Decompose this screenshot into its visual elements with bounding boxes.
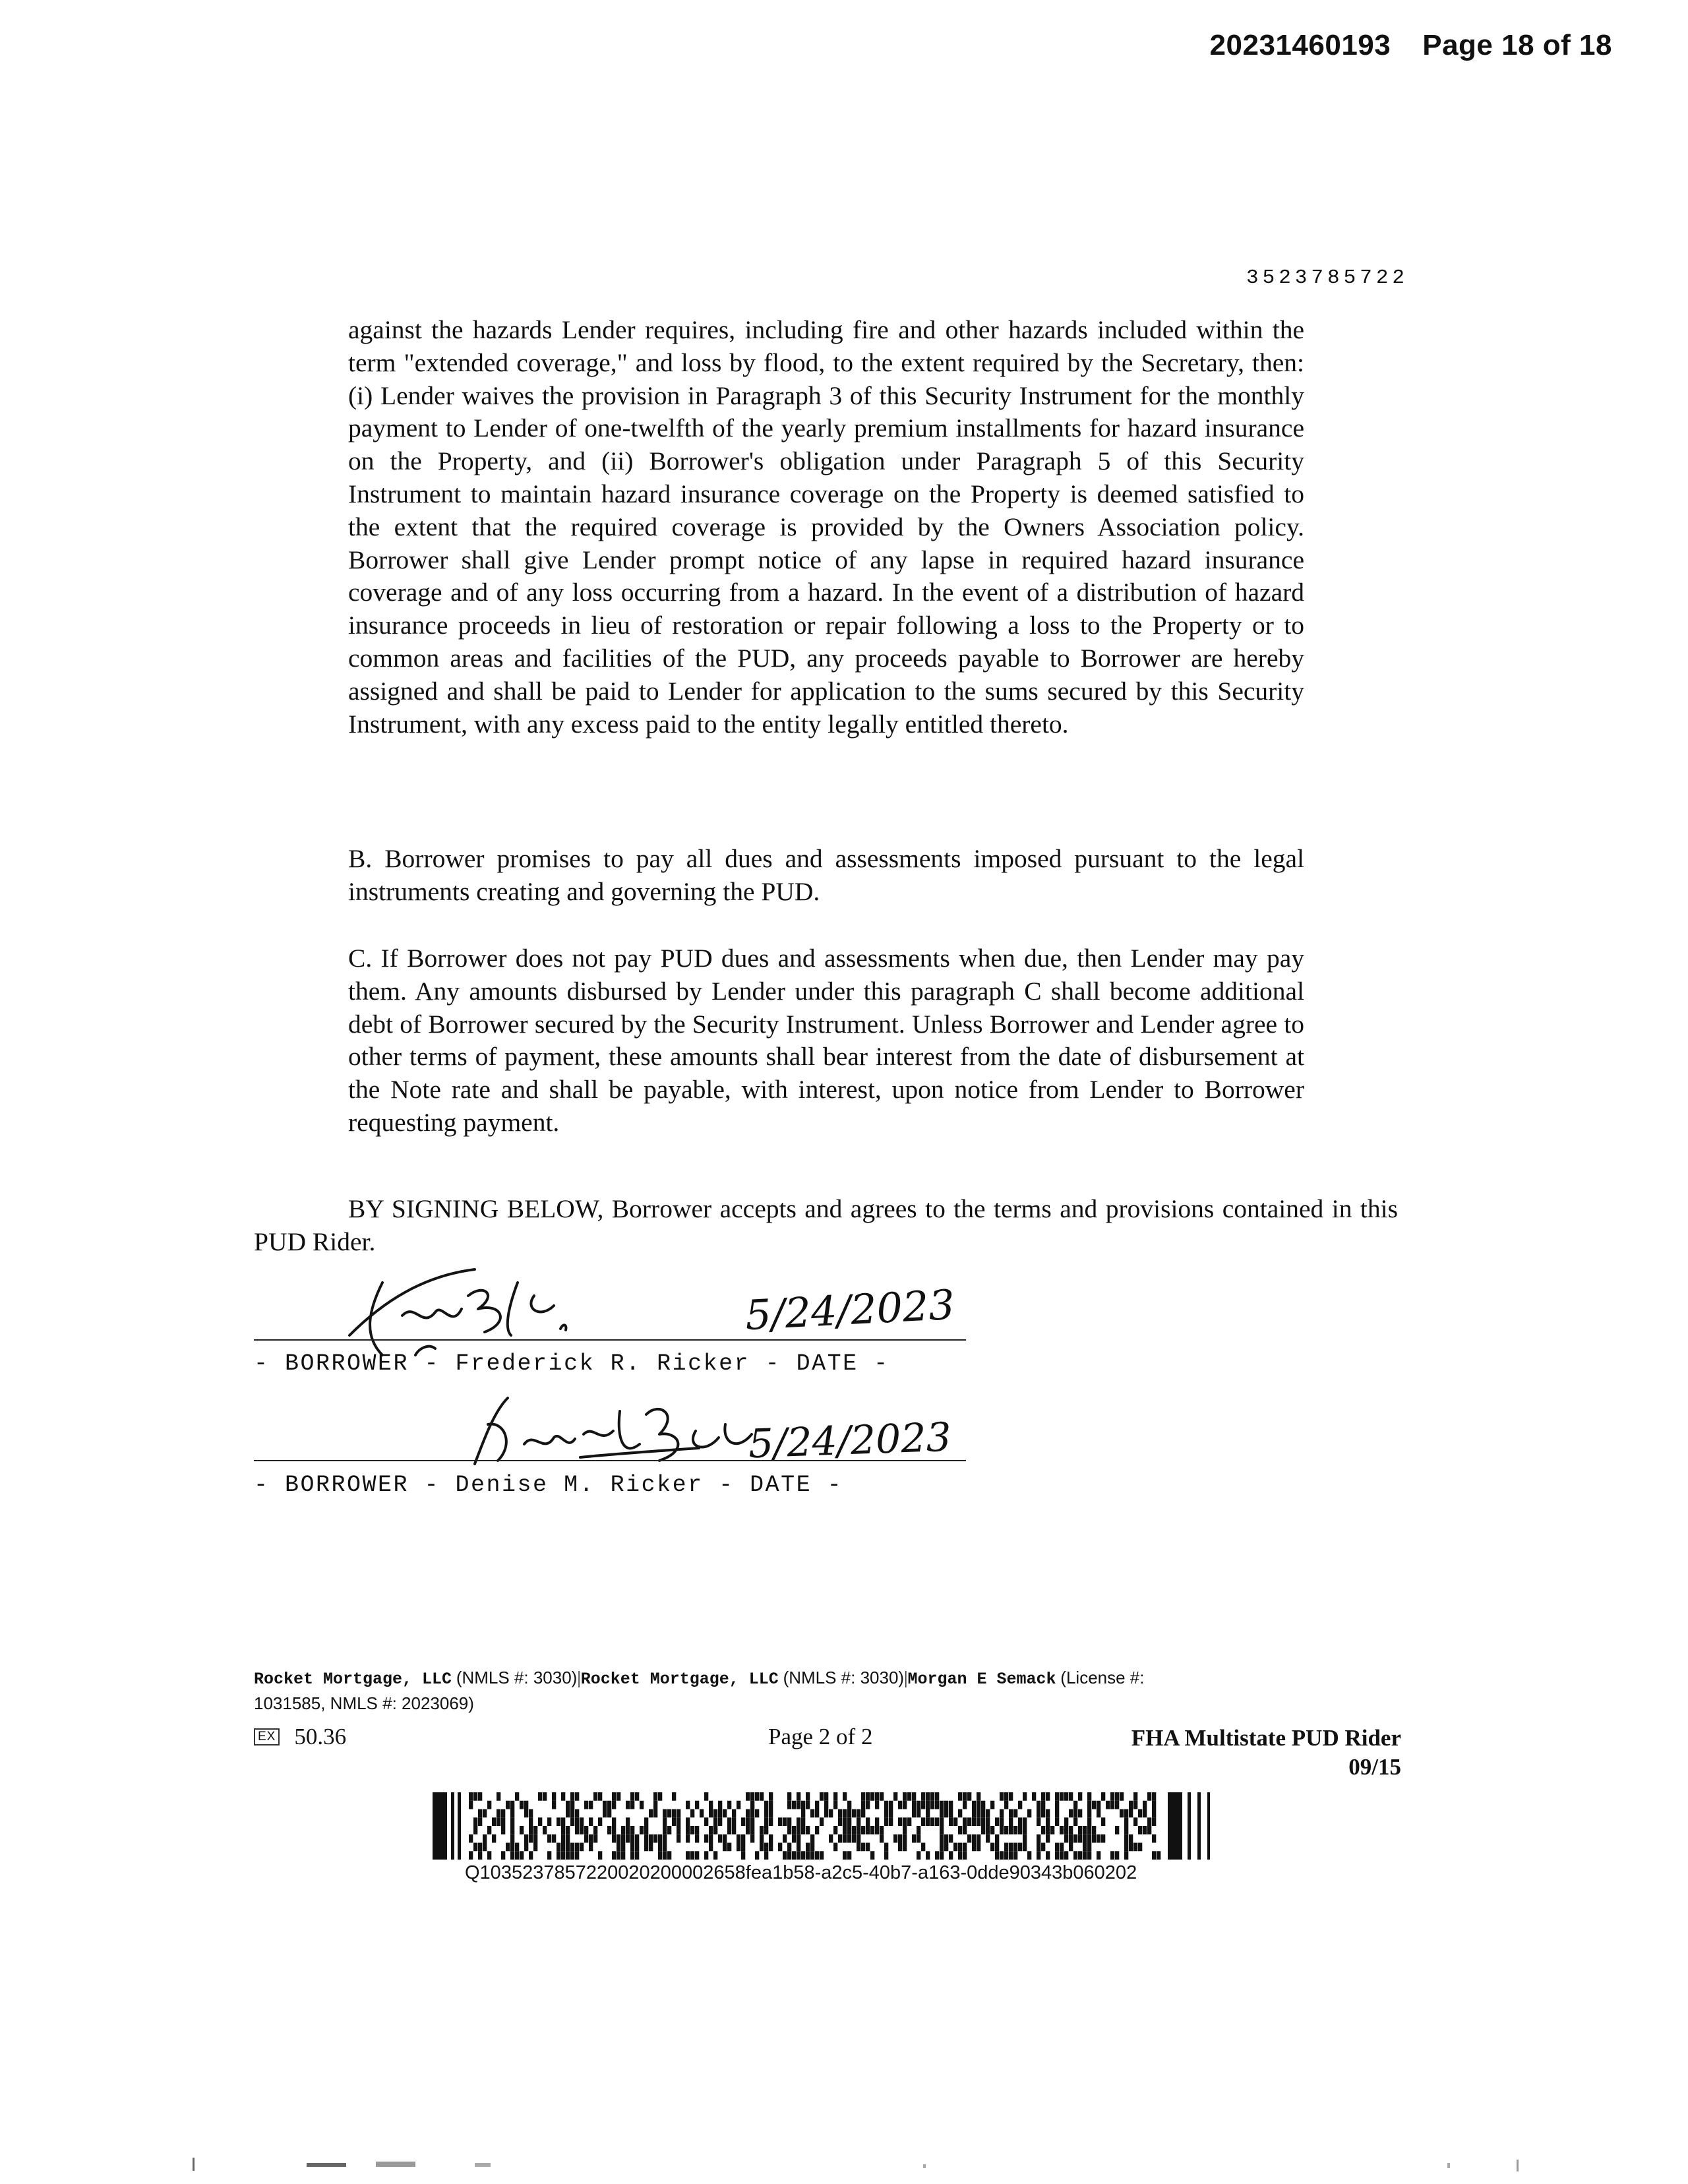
recording-header (1210, 29, 1612, 62)
form-title-block (1131, 1724, 1401, 1782)
separator-1: | (577, 1668, 581, 1687)
license-prefix: (License #: (1060, 1668, 1145, 1687)
barcode-text: Q1035237857220020200002658fea1b58-a2c5-40b7-a163-0dde90343b060202 (465, 1862, 1137, 1883)
signature-caption-1: - BORROWER - Frederick R. Ricker - DATE - (254, 1350, 889, 1377)
lender-info (254, 1666, 1401, 1715)
scan-mark (376, 2162, 415, 2167)
signature-caption-2: - BORROWER - Denise M. Ricker - DATE - (254, 1472, 843, 1498)
separator-2: | (904, 1668, 908, 1687)
signature-line-2 (254, 1460, 966, 1461)
form-code-number: 50.36 (294, 1724, 347, 1749)
scan-mark (1447, 2163, 1450, 2168)
document-number: 20231460193 (1209, 29, 1391, 61)
scan-mark (475, 2163, 491, 2167)
loan-number: 3523785722 (1246, 266, 1409, 289)
scan-mark (1517, 2160, 1519, 2171)
paragraph-c: C. If Borrower does not pay PUD dues and assessments when due, then Lender may pay them. Any amounts disbursed by Lender under this paragraph C shall become additional debt of Borrower secured by the Security Instrument. Unless Borrower and Lender agree to other terms of payment, these amounts shall bear interest from the date of disbursement at the Note rate and shall be payable, with interest, upon notice from Lender to Borrower requesting payment. (348, 944, 1304, 1137)
signature-line-1 (254, 1339, 966, 1341)
signature-frederick (343, 1256, 712, 1362)
paragraph-insurance: against the hazards Lender requires, including fire and other hazards included within the term "extended coverage," and loss by flood, to the extent required by the Secretary, then: (i) Lender waives the provision in Paragraph 3 of this Security Instrument for the monthly payment to Lender of one-twelfth of the yearly premium installments for hazard insurance on the Property, and (ii) Borrower's obligation under Paragraph 5 of this Security Instrument to maintain hazard insurance coverage on the Property is deemed satisfied to the extent that the required coverage is provided by the Owners Association policy. Borrower shall give Lender prompt notice of any lapse in required hazard insurance coverage and of any loss occurring from a hazard. In the event of a distribution of hazard insurance proceeds in lieu of restoration or repair following a loss to the Property or to common areas and facilities of the PUD, any proceeds payable to Borrower are hereby assigned and shall be paid to Lender for application to the sums secured by this Security Instrument, with any excess paid to the entity legally entitled thereto. (348, 315, 1304, 739)
signature-date-2: 5/24/2023 (747, 1414, 952, 1468)
ex-badge: EX (254, 1728, 280, 1745)
form-code (254, 1724, 346, 1750)
signing-statement: BY SIGNING BELOW, Borrower accepts and agrees to the terms and provisions contained in this PUD Rider. (254, 1194, 1398, 1256)
lender-nmls-1: (NMLS #: 3030) (456, 1668, 578, 1687)
signature-date-1: 5/24/2023 (744, 1280, 956, 1340)
lender-nmls-2: (NMLS #: 3030) (783, 1668, 905, 1687)
lender-name-2: Rocket Mortgage, LLC (580, 1670, 779, 1689)
form-title: FHA Multistate PUD Rider (1131, 1725, 1401, 1751)
page-label: Page 18 of 18 (1422, 29, 1612, 61)
page-of-label: Page 2 of 2 (768, 1724, 873, 1749)
scan-mark (923, 2164, 926, 2168)
lender-name-1: Rocket Mortgage, LLC (254, 1670, 452, 1689)
license-rest: 1031585, NMLS #: 2023069) (254, 1693, 474, 1713)
scan-mark (307, 2163, 346, 2167)
form-date: 09/15 (1348, 1754, 1401, 1780)
originator-name: Morgan E Semack (907, 1670, 1056, 1689)
scan-mark (193, 2158, 195, 2171)
paragraph-b: B. Borrower promises to pay all dues and assessments imposed pursuant to the legal instruments creating and governing the PUD. (348, 844, 1304, 906)
barcode-image (433, 1792, 1224, 1860)
